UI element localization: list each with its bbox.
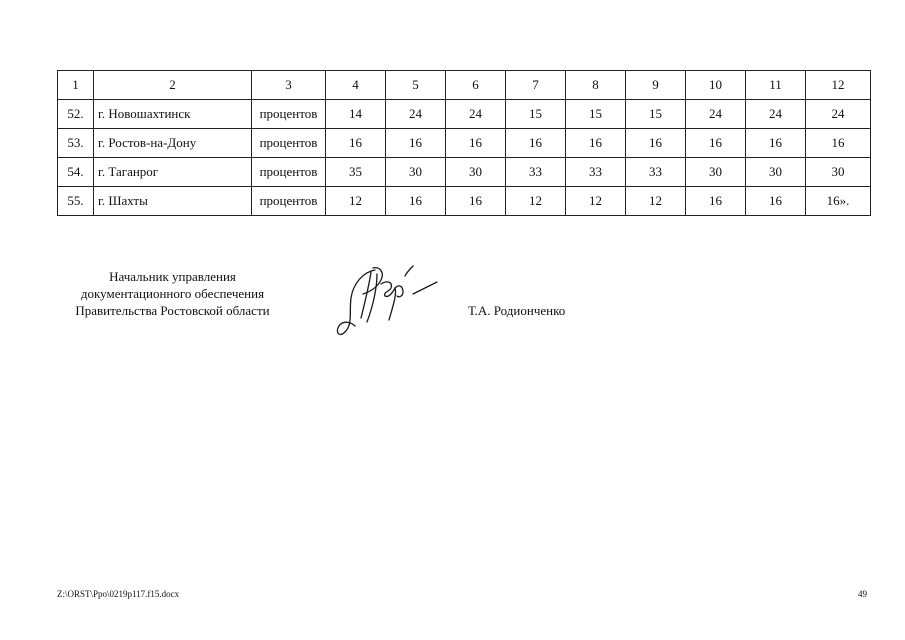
table-header-row bbox=[58, 71, 871, 100]
value-cell: 16 bbox=[686, 187, 746, 216]
column-number-cell: 8 bbox=[566, 71, 626, 100]
column-number-cell: 1 bbox=[58, 71, 94, 100]
value-cell: 33 bbox=[506, 158, 566, 187]
value-cell: 24 bbox=[446, 100, 506, 129]
value-cell: 16 bbox=[566, 129, 626, 158]
column-number-cell: 4 bbox=[326, 71, 386, 100]
column-number-cell: 9 bbox=[626, 71, 686, 100]
value-cell: 16 bbox=[746, 187, 806, 216]
signatory-position-line: Правительства Ростовской области bbox=[75, 303, 270, 318]
city-name-cell: г. Новошахтинск bbox=[94, 100, 252, 129]
value-cell: 30 bbox=[746, 158, 806, 187]
value-cell: 12 bbox=[506, 187, 566, 216]
value-cell: 33 bbox=[566, 158, 626, 187]
value-cell: 35 bbox=[326, 158, 386, 187]
value-cell: 12 bbox=[626, 187, 686, 216]
unit-cell: процентов bbox=[252, 187, 326, 216]
value-cell: 30 bbox=[386, 158, 446, 187]
value-cell: 12 bbox=[326, 187, 386, 216]
column-number-cell: 10 bbox=[686, 71, 746, 100]
column-number-cell: 6 bbox=[446, 71, 506, 100]
row-index-cell: 54. bbox=[58, 158, 94, 187]
value-cell: 15 bbox=[626, 100, 686, 129]
city-name-cell: г. Шахты bbox=[94, 187, 252, 216]
table-row bbox=[58, 158, 871, 187]
unit-cell: процентов bbox=[252, 100, 326, 129]
signatory-position-line: документационного обеспечения bbox=[80, 286, 265, 301]
value-cell: 16 bbox=[326, 129, 386, 158]
table-row bbox=[58, 100, 871, 129]
data-table bbox=[57, 70, 871, 216]
signatory-position-line: Начальник управления bbox=[109, 269, 236, 284]
value-cell: 24 bbox=[806, 100, 871, 129]
value-cell: 16 bbox=[746, 129, 806, 158]
column-number-cell: 3 bbox=[252, 71, 326, 100]
table-row bbox=[58, 129, 871, 158]
row-index-cell: 53. bbox=[58, 129, 94, 158]
handwritten-signature bbox=[333, 262, 443, 342]
value-cell: 30 bbox=[806, 158, 871, 187]
value-cell: 30 bbox=[446, 158, 506, 187]
table-row bbox=[58, 187, 871, 216]
value-cell: 16 bbox=[386, 187, 446, 216]
value-cell: 16 bbox=[806, 129, 871, 158]
city-name-cell: г. Таганрог bbox=[94, 158, 252, 187]
value-cell: 16 bbox=[386, 129, 446, 158]
value-cell: 14 bbox=[326, 100, 386, 129]
value-cell: 16 bbox=[686, 129, 746, 158]
footer-file-path: Z:\ORST\Ppo\0219p117.f15.docx bbox=[57, 589, 180, 599]
row-index-cell: 55. bbox=[58, 187, 94, 216]
value-cell: 16 bbox=[446, 129, 506, 158]
signer-name: Т.А. Родионченко bbox=[468, 303, 566, 318]
value-cell: 24 bbox=[686, 100, 746, 129]
row-index-cell: 52. bbox=[58, 100, 94, 129]
signatory-position bbox=[50, 268, 295, 319]
value-cell: 24 bbox=[746, 100, 806, 129]
column-number-cell: 7 bbox=[506, 71, 566, 100]
value-cell: 24 bbox=[386, 100, 446, 129]
column-number-cell: 12 bbox=[806, 71, 871, 100]
column-number-cell: 5 bbox=[386, 71, 446, 100]
value-cell: 16». bbox=[806, 187, 871, 216]
column-number-cell: 11 bbox=[746, 71, 806, 100]
value-cell: 12 bbox=[566, 187, 626, 216]
value-cell: 15 bbox=[506, 100, 566, 129]
value-cell: 15 bbox=[566, 100, 626, 129]
unit-cell: процентов bbox=[252, 158, 326, 187]
value-cell: 33 bbox=[626, 158, 686, 187]
value-cell: 16 bbox=[446, 187, 506, 216]
column-number-cell: 2 bbox=[94, 71, 252, 100]
page-number: 49 bbox=[858, 589, 867, 599]
value-cell: 16 bbox=[506, 129, 566, 158]
city-name-cell: г. Ростов-на-Дону bbox=[94, 129, 252, 158]
unit-cell: процентов bbox=[252, 129, 326, 158]
value-cell: 30 bbox=[686, 158, 746, 187]
value-cell: 16 bbox=[626, 129, 686, 158]
